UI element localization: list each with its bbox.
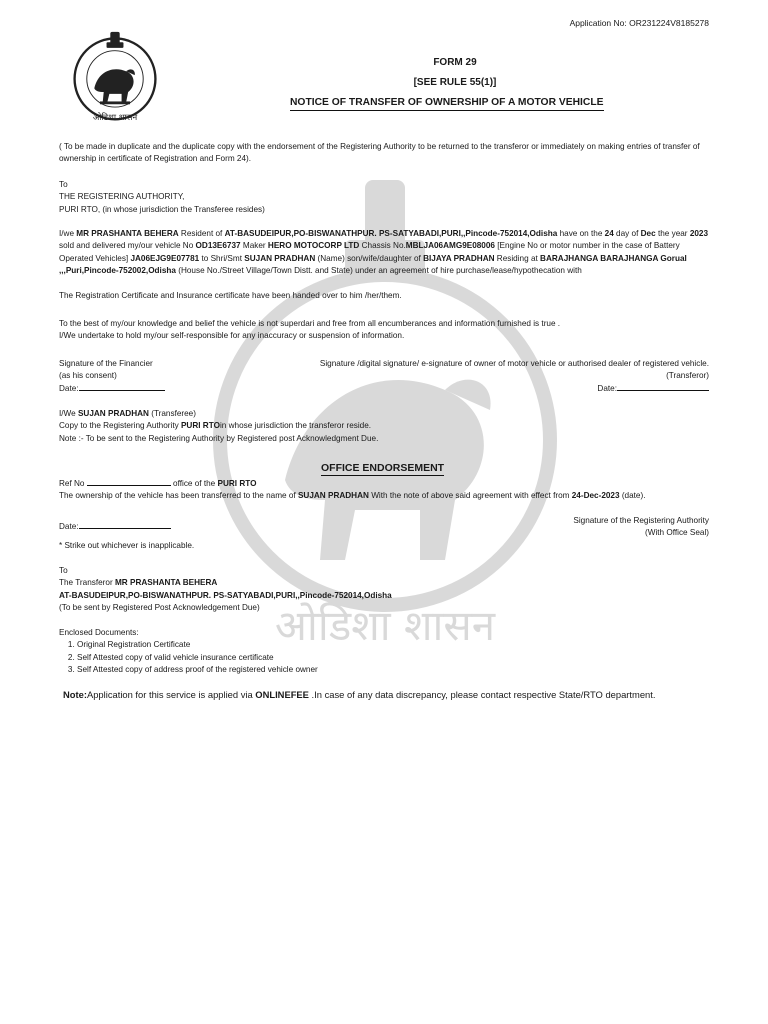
- endorsement-text: (date).: [619, 491, 646, 501]
- authority-signature-label: Signature of the Registering Authority: [573, 516, 709, 525]
- transfer-text: Residing at: [494, 253, 541, 263]
- office-seal-label: (With Office Seal): [644, 528, 709, 538]
- post-note: Note :- To be sent to the Registering Authority by Registered post Acknowledgment Due.: [59, 433, 379, 443]
- application-number-value: OR231224V8185278: [629, 18, 709, 28]
- transferor-address-block: [59, 565, 709, 615]
- transfer-text: (House No./Street Village/Town Distt. and State) under an agreement of hire purchase/lease/hypothecation with: [175, 266, 582, 276]
- date-label: Date:: [59, 522, 79, 531]
- chassis-number: MBLJA06AMG9E08006: [405, 241, 495, 251]
- rto-name: PURI RTO, (in whose jurisdiction the Transferee resides): [59, 204, 265, 214]
- transferee-address: BARAJHANGA BARAJHANGA Gorual ,,,Puri,Pincode-752002,Odisha: [59, 253, 687, 276]
- note-label: Note:: [63, 689, 87, 700]
- transferor-address: AT-BASUDEIPUR,PO-BISWANATHPUR. PS-SATYABADI,PURI,,Pincode-752014,Odisha: [59, 590, 392, 600]
- endorsement-date: [59, 521, 171, 533]
- transfer-text: (Name) son/wife/daughter of: [315, 253, 424, 263]
- financier-consent: (as his consent): [59, 371, 117, 381]
- transferee-name: SUJAN PRADHAN: [244, 253, 316, 263]
- final-note: [63, 689, 655, 701]
- logo-text-hindi: ओडिशा शासन: [92, 112, 138, 123]
- intro-text: ( To be made in duplicate and the duplicate copy with the endorsement of the Registering Authority to be returned to the transferor or immediately on making entries of transfer of ownership in certificate of Registration and Form 24).: [59, 142, 700, 164]
- transferee-name: SUJAN PRADHAN: [77, 409, 149, 418]
- sale-month: Dec: [640, 229, 656, 238]
- note-text: Application for this service is applied via: [86, 689, 256, 700]
- copy-text: in whose jurisdiction the transferor reside.: [219, 421, 372, 431]
- enclosed-item: 1. Original Registration Certificate: [77, 639, 709, 651]
- rule-reference: [SEE RULE 55(1)]: [413, 77, 497, 88]
- enclosed-item: 3. Self Attested copy of address proof of the registered vehicle owner: [77, 664, 709, 676]
- transferor-name: MR PRASHANTA BEHERA: [114, 578, 218, 588]
- vehicle-maker: HERO MOTOCORP LTD: [267, 241, 360, 251]
- transfer-text: I/we: [59, 229, 77, 238]
- transfer-text: Maker: [240, 241, 268, 251]
- sale-year: 2023: [689, 229, 709, 238]
- declaration-line: I/We undertake to hold my/our self-responsible for any inaccuracy or suspension of information.: [59, 331, 405, 341]
- enclosed-list: [59, 639, 709, 676]
- owner-signature-block: [309, 358, 709, 395]
- transfer-text: [Engine No or motor number in the case of Battery Operated Vehicles]: [59, 241, 680, 263]
- odisha-emblem-logo: [68, 30, 162, 124]
- note-text: .In case of any data discrepancy, please contact respective State/RTO department.: [308, 689, 656, 700]
- date-label: Date:: [597, 383, 617, 393]
- sale-day: 24: [604, 229, 614, 238]
- financier-signature-block: [59, 358, 165, 395]
- endorsement-rto: PURI RTO: [217, 479, 257, 488]
- ref-no-line: [87, 485, 171, 486]
- date-line: [79, 390, 165, 391]
- registering-authority: THE REGISTERING AUTHORITY,: [59, 192, 185, 202]
- addressee-block: [59, 179, 709, 216]
- watermark-text: ओडिशा शासन: [274, 601, 496, 650]
- enclosed-documents: [59, 627, 709, 677]
- transferee-block: [59, 408, 709, 445]
- transferee-parent: BIJAYA PRADHAN: [423, 253, 495, 263]
- declaration-line: To the best of my/our knowledge and belief the vehicle is not superdari and free from all encumberances and information furnished is true .: [59, 319, 561, 328]
- application-number: [570, 17, 709, 29]
- endorsement-text: The ownership of the vehicle has been transferred to the name of: [59, 491, 298, 501]
- handed-over-text: The Registration Certificate and Insurance certificate have been handed over to him /her/them.: [59, 291, 402, 300]
- endorsement-block: [59, 478, 709, 503]
- copy-rto: PURI RTO: [180, 421, 220, 431]
- office-endorsement-title: OFFICE ENDORSEMENT: [321, 462, 444, 476]
- strike-note: * Strike out whichever is inapplicable.: [59, 541, 195, 550]
- post-note: (To be sent by Registered Post Acknowledgement Due): [59, 603, 260, 613]
- declaration: [59, 318, 709, 343]
- copy-text: Copy to the Registering Authority: [59, 421, 181, 431]
- enclosed-title: Enclosed Documents:: [59, 628, 139, 637]
- transfer-text: have on the: [557, 229, 605, 238]
- notice-title: NOTICE OF TRANSFER OF OWNERSHIP OF A MOTOR VEHICLE: [290, 97, 604, 111]
- owner-address: AT-BASUDEIPUR,PO-BISWANATHPUR. PS-SATYABADI,PURI,,Pincode-752014,Odisha: [224, 229, 558, 238]
- endorsement-transferee: SUJAN PRADHAN: [297, 491, 369, 501]
- transfer-text: to Shri/Smt: [199, 253, 245, 263]
- transferor-label: (Transferor): [666, 371, 709, 381]
- date-label: Date:: [59, 383, 79, 393]
- transfer-text: the year: [655, 229, 690, 238]
- financier-signature-label: Signature of the Financier: [59, 359, 153, 368]
- date-line: [617, 390, 709, 391]
- transferor-text: The Transferor: [59, 578, 115, 588]
- application-number-label: Application No:: [569, 18, 627, 28]
- transfer-text: sold and delivered my/our vehicle No: [59, 241, 196, 251]
- transferee-text: (Transferee): [148, 409, 196, 418]
- ref-no-label: Ref No: [59, 479, 87, 488]
- form-number: FORM 29: [433, 57, 477, 68]
- authority-signature-block: [573, 515, 709, 540]
- owner-signature-label: Signature /digital signature/ e-signature of owner of motor vehicle or authorised dealer of registered vehicle.: [319, 359, 709, 368]
- vehicle-number: OD13E6737: [195, 241, 241, 251]
- transfer-text: day of: [613, 229, 641, 238]
- engine-number: JA06EJG9E07781: [130, 253, 200, 263]
- transferee-text: I/We: [59, 409, 78, 418]
- endorsement-text: With the note of above said agreement with effect from: [368, 491, 572, 501]
- effective-date: 24-Dec-2023: [571, 491, 620, 501]
- to-label: To: [59, 180, 68, 189]
- transfer-text: Chassis No.: [359, 241, 406, 251]
- endorsement-text: office of the: [170, 479, 218, 488]
- service-name: ONLINEFEE: [255, 689, 309, 700]
- enclosed-item: 2. Self Attested copy of valid vehicle insurance certificate: [77, 652, 709, 664]
- transfer-text: Resident of: [178, 229, 225, 238]
- to-label: To: [59, 566, 68, 575]
- transfer-paragraph: [59, 228, 709, 278]
- date-line: [79, 528, 171, 529]
- owner-name: MR PRASHANTA BEHERA: [76, 229, 179, 238]
